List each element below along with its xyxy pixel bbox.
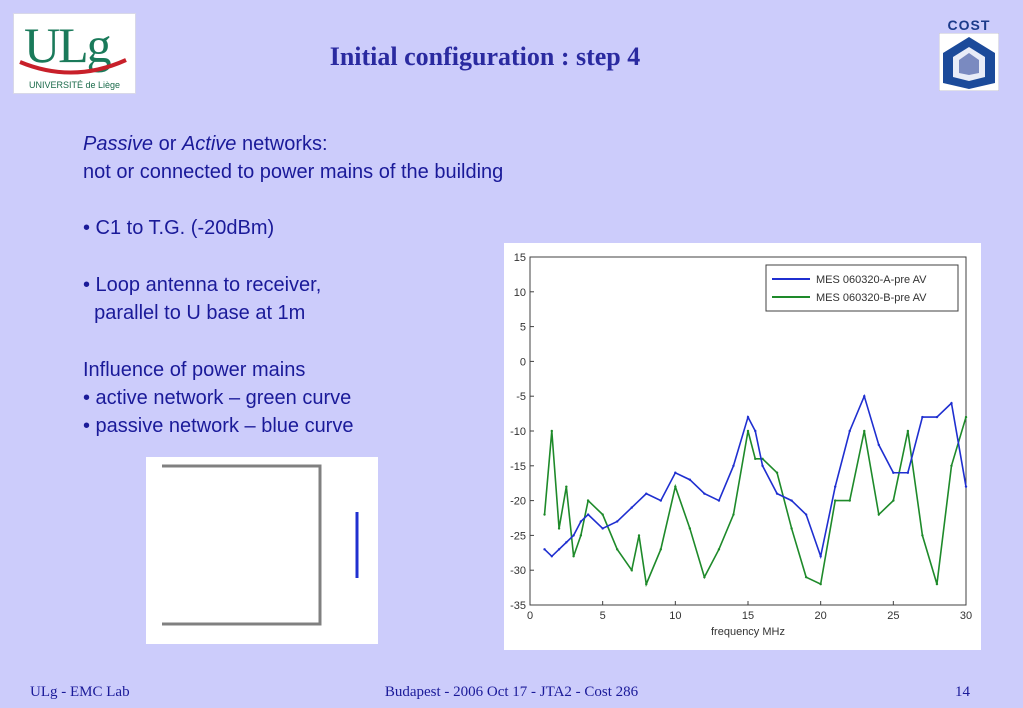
setup-diagram-svg	[146, 457, 378, 644]
y-tick-label: -20	[510, 495, 526, 508]
series-point	[558, 548, 560, 550]
series-point	[863, 395, 865, 397]
bullet-active-network: • active network – green curve	[83, 387, 352, 409]
ulg-logo-mark: ULg	[24, 17, 110, 73]
bullet-loop-antenna-cont: parallel to U base at 1m	[83, 302, 306, 324]
series-point	[849, 499, 851, 501]
series-point	[863, 430, 865, 432]
series-point	[819, 583, 821, 585]
x-axis-label: frequency MHz	[711, 626, 785, 638]
legend-label: MES 060320-B-pre AV	[816, 292, 927, 304]
series-point	[558, 527, 560, 529]
footer-page-number: 14	[955, 684, 970, 700]
y-tick-label: 15	[513, 252, 526, 264]
series-point	[878, 513, 880, 515]
y-tick-label: 10	[513, 286, 526, 299]
active-word: Active	[181, 133, 237, 155]
series-point	[921, 416, 923, 418]
series-point	[601, 513, 603, 515]
series-point	[543, 548, 545, 550]
series-point	[689, 527, 691, 529]
footer-center: Budapest - 2006 Oct 17 - JTA2 - Cost 286	[384, 684, 639, 700]
legend-label: MES 060320-A-pre AV	[816, 274, 927, 286]
series-point	[616, 548, 618, 550]
x-tick-label: 10	[669, 610, 682, 622]
series-point	[587, 513, 589, 515]
frequency-chart	[504, 243, 981, 650]
series-point	[580, 534, 582, 536]
y-tick-label: -15	[510, 460, 526, 473]
series-point	[674, 472, 676, 474]
series-point	[543, 513, 545, 515]
u-base-shape	[162, 466, 320, 624]
series-point	[790, 527, 792, 529]
series-point	[660, 548, 662, 550]
series-point	[747, 416, 749, 418]
series-point	[551, 430, 553, 432]
y-tick-label: -25	[510, 530, 526, 543]
series-point	[718, 548, 720, 550]
y-tick-label: -5	[516, 391, 526, 404]
slide-title: Initial configuration : step 4	[329, 42, 641, 71]
series-point	[849, 430, 851, 432]
series-point	[936, 416, 938, 418]
x-tick-label: 0	[526, 610, 534, 622]
networks-line	[83, 130, 328, 158]
y-tick-label: -35	[510, 600, 526, 612]
y-tick-label: -10	[510, 426, 526, 438]
series-point	[572, 534, 574, 536]
x-tick-label: 30	[959, 610, 973, 622]
series-point	[907, 472, 909, 474]
series-point	[580, 520, 582, 522]
series-point	[761, 465, 763, 467]
networks-word: networks:	[236, 133, 328, 155]
x-tick-label: 25	[887, 610, 900, 622]
series-point	[834, 485, 836, 487]
power-mains-line: not or connected to power mains of the building	[83, 161, 504, 183]
series-point	[776, 492, 778, 494]
series-point	[805, 513, 807, 515]
series-point	[790, 499, 792, 501]
y-tick-label: 0	[519, 356, 526, 369]
series-point	[950, 402, 952, 404]
y-tick-label: -30	[510, 565, 526, 578]
frequency-chart-svg	[504, 243, 981, 650]
series-point	[936, 583, 938, 585]
series-point	[565, 541, 567, 543]
series-point	[703, 576, 705, 578]
bullet-passive-network: • passive network – blue curve	[83, 415, 354, 437]
series-point	[776, 472, 778, 474]
series-point	[689, 479, 691, 481]
series-point	[892, 499, 894, 501]
series-point	[601, 527, 603, 529]
series-point	[631, 506, 633, 508]
series-point	[645, 492, 647, 494]
passive-word: Passive	[83, 133, 154, 155]
series-point	[718, 499, 720, 501]
series-point	[703, 492, 705, 494]
series-point	[950, 465, 952, 467]
series-point	[819, 555, 821, 557]
series-point	[965, 416, 967, 418]
series-point	[892, 472, 894, 474]
series-point	[732, 513, 734, 515]
series-point	[616, 520, 618, 522]
series-point	[732, 465, 734, 467]
series-point	[565, 485, 567, 487]
series-point	[631, 569, 633, 571]
bullet-loop-antenna: • Loop antenna to receiver,	[83, 274, 322, 296]
series-point	[878, 444, 880, 446]
series-point	[805, 576, 807, 578]
or-word: or	[153, 133, 182, 155]
x-tick-label: 5	[599, 610, 606, 622]
bullet-c1: • C1 to T.G. (-20dBm)	[83, 217, 275, 239]
influence-heading: Influence of power mains	[83, 359, 306, 381]
series-point	[754, 458, 756, 460]
series-point	[645, 583, 647, 585]
series-point	[587, 499, 589, 501]
series-point	[572, 555, 574, 557]
series-point	[660, 499, 662, 501]
y-tick-label: 5	[519, 321, 526, 334]
cost-logo-word: COST	[947, 17, 991, 33]
series-point	[754, 430, 756, 432]
x-tick-label: 20	[814, 610, 827, 622]
series-point	[674, 485, 676, 487]
ulg-logo-subtitle: UNIVERSITÉ de Liège	[28, 80, 121, 90]
series-point	[638, 534, 640, 536]
footer-left: ULg - EMC Lab	[30, 684, 130, 700]
series-point	[747, 430, 749, 432]
series-point	[834, 499, 836, 501]
series-point	[965, 485, 967, 487]
x-tick-label: 15	[741, 610, 755, 622]
series-point	[551, 555, 553, 557]
series-point	[921, 534, 923, 536]
series-point	[907, 430, 909, 432]
legend-box	[766, 265, 958, 311]
setup-diagram	[146, 457, 378, 644]
